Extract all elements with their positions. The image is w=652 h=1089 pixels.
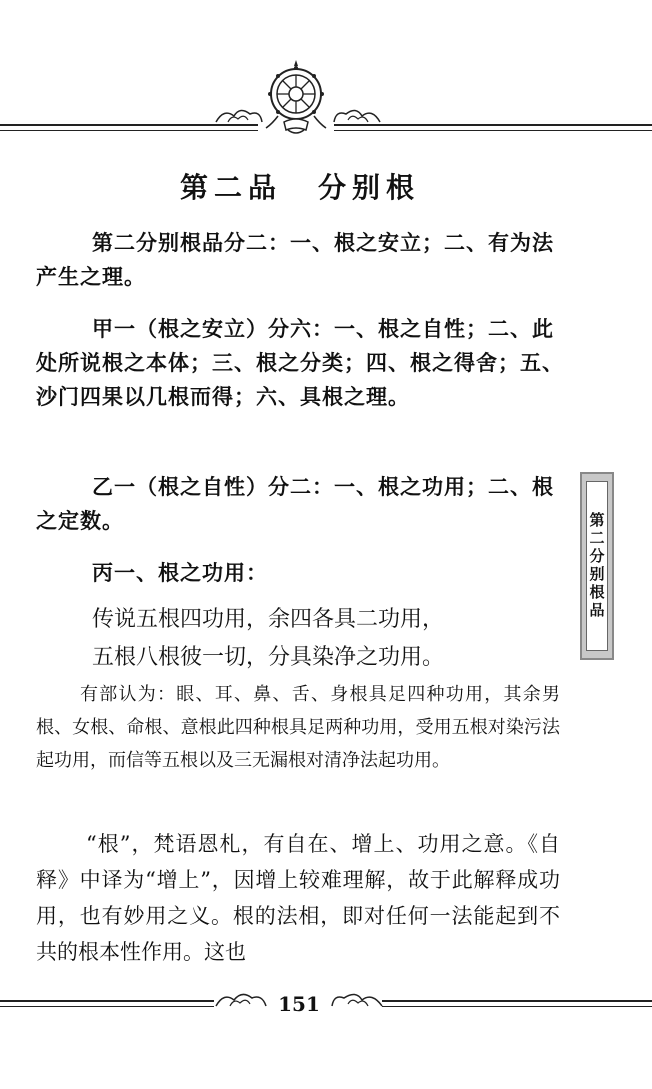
footer-rule-right (382, 1000, 652, 1002)
chapter-number: 第二品 (179, 171, 282, 204)
header-rule-left-thin (0, 130, 258, 131)
header-rule-right-thin (334, 130, 652, 131)
verse-line-1: 传说五根四功用，余四各具二功用， (92, 607, 445, 632)
footer-rule-left-thin (0, 1006, 214, 1007)
side-tab-label: 第二分别根品 (587, 512, 606, 620)
outline-paragraph-1: 第二分别根品分二：一、根之安立；二、有为法产生之理。 (36, 231, 554, 289)
chapter-title (0, 166, 600, 206)
side-tab-inner (586, 481, 608, 651)
cloud-ornament-icon (332, 104, 382, 126)
cloud-ornament-icon (214, 988, 268, 1010)
cloud-ornament-icon (330, 988, 384, 1010)
dharma-wheel-icon (254, 58, 338, 138)
footer-rule-right-thin (382, 1006, 652, 1007)
commentary-paragraph-2: “根”，梵语恩札，有自在、增上、功用之意。《自释》中译为“增上”，因增上较难理解，故于此解释成功用，也有妙用之义。根的法相，即对任何一法能起到不共的根本性作用。这也 (36, 832, 560, 964)
verse-line-2: 五根八根彼一切，分具染净之功用。 (92, 645, 445, 670)
outline-paragraph-3: 乙一（根之自性）分二：一、根之功用；二、根之定数。 (36, 475, 554, 533)
outline-paragraph-2: 甲一（根之安立）分六：一、根之自性；二、此处所说根之本体；三、根之分类；四、根之得舍；五、沙门四果以几根而得；六、具根之理。 (36, 317, 564, 409)
outline-paragraph-4: 丙一、根之功用： (92, 561, 268, 585)
chapter-side-tab (580, 472, 614, 660)
chapter-name: 分别根 (318, 171, 421, 204)
footer-rule-left (0, 1000, 214, 1002)
page-number: 151 (278, 992, 320, 1016)
commentary-paragraph-1: 有部认为：眼、耳、鼻、舌、身根具足四种功用，其余男根、女根、命根、意根此四种根具足两种功用，受用五根对染污法起功用，而信等五根以及三无漏根对清净法起功用。 (36, 684, 560, 771)
